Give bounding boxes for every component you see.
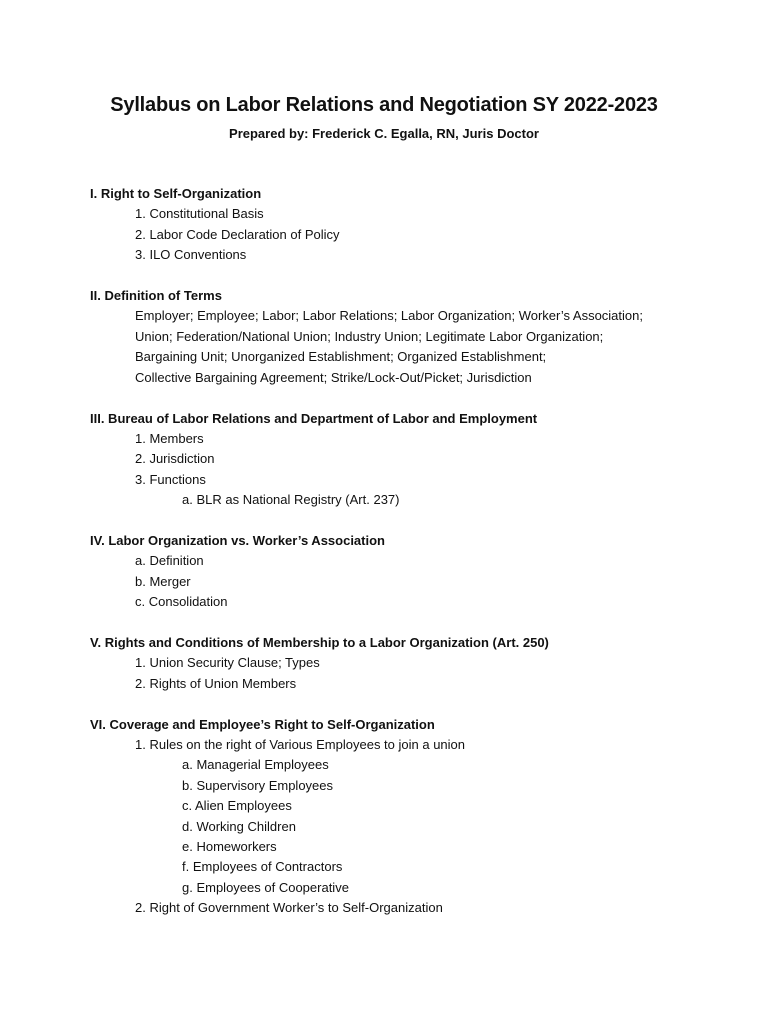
section-item: c. Consolidation (135, 594, 228, 610)
terms-line: Collective Bargaining Agreement; Strike/Lock-Out/Picket; Jurisdiction (135, 369, 532, 385)
section-subitem: f. Employees of Contractors (182, 859, 343, 875)
section-heading: I. Right to Self-Organization (90, 186, 262, 201)
section-subitem: b. Supervisory Employees (182, 777, 334, 793)
section-2 (90, 286, 730, 388)
section-item: 1. Rules on the right of Various Employees to join a union (135, 737, 466, 753)
section-item: 1. Union Security Clause; Types (135, 655, 320, 671)
section-5 (90, 633, 730, 694)
section-heading: III. Bureau of Labor Relations and Department of Labor and Employment (90, 410, 538, 426)
section-heading: IV. Labor Organization vs. Worker’s Association (90, 532, 385, 548)
syllabus-sections (90, 184, 730, 939)
section-item: b. Merger (135, 573, 191, 589)
terms-line: Union; Federation/National Union; Industry Union; Legitimate Labor Organization; (135, 328, 604, 344)
section-6 (90, 715, 730, 919)
document-subtitle: Prepared by: Frederick C. Egalla, RN, Juris Doctor (229, 126, 539, 141)
section-subitem: d. Working Children (182, 818, 296, 834)
section-item: 2. Jurisdiction (135, 451, 215, 467)
section-heading: V. Rights and Conditions of Membership to a Labor Organization (Art. 250) (90, 635, 549, 651)
section-item: 2. Labor Code Declaration of Policy (135, 226, 340, 242)
section-item: 2. Right of Government Worker’s to Self-Organization (135, 900, 443, 916)
terms-line: Employer; Employee; Labor; Labor Relations; Labor Organization; Worker’s Association; (135, 308, 643, 324)
section-item: 2. Rights of Union Members (135, 675, 297, 691)
document-title: Syllabus on Labor Relations and Negotiation SY 2022-2023 (110, 94, 658, 116)
section-item: 1. Constitutional Basis (135, 206, 264, 222)
section-heading: II. Definition of Terms (90, 288, 222, 304)
section-4 (90, 531, 730, 613)
section-subitem: g. Employees of Cooperative (182, 879, 349, 895)
terms-line: Bargaining Unit; Unorganized Establishment; Organized Establishment; (135, 349, 547, 365)
section-item: a. Definition (135, 553, 204, 569)
section-subitem: c. Alien Employees (182, 798, 292, 814)
section-heading: VI. Coverage and Employee’s Right to Self-Organization (90, 716, 435, 732)
section-subitem: a. BLR as National Registry (Art. 237) (182, 492, 400, 508)
section-1 (90, 184, 730, 266)
section-item: 3. Functions (135, 471, 206, 487)
section-item: 1. Members (135, 430, 204, 446)
section-item: 3. ILO Conventions (135, 247, 247, 263)
section-subitem: a. Managerial Employees (182, 757, 329, 773)
section-subitem: e. Homeworkers (182, 839, 277, 855)
section-3 (90, 409, 730, 511)
